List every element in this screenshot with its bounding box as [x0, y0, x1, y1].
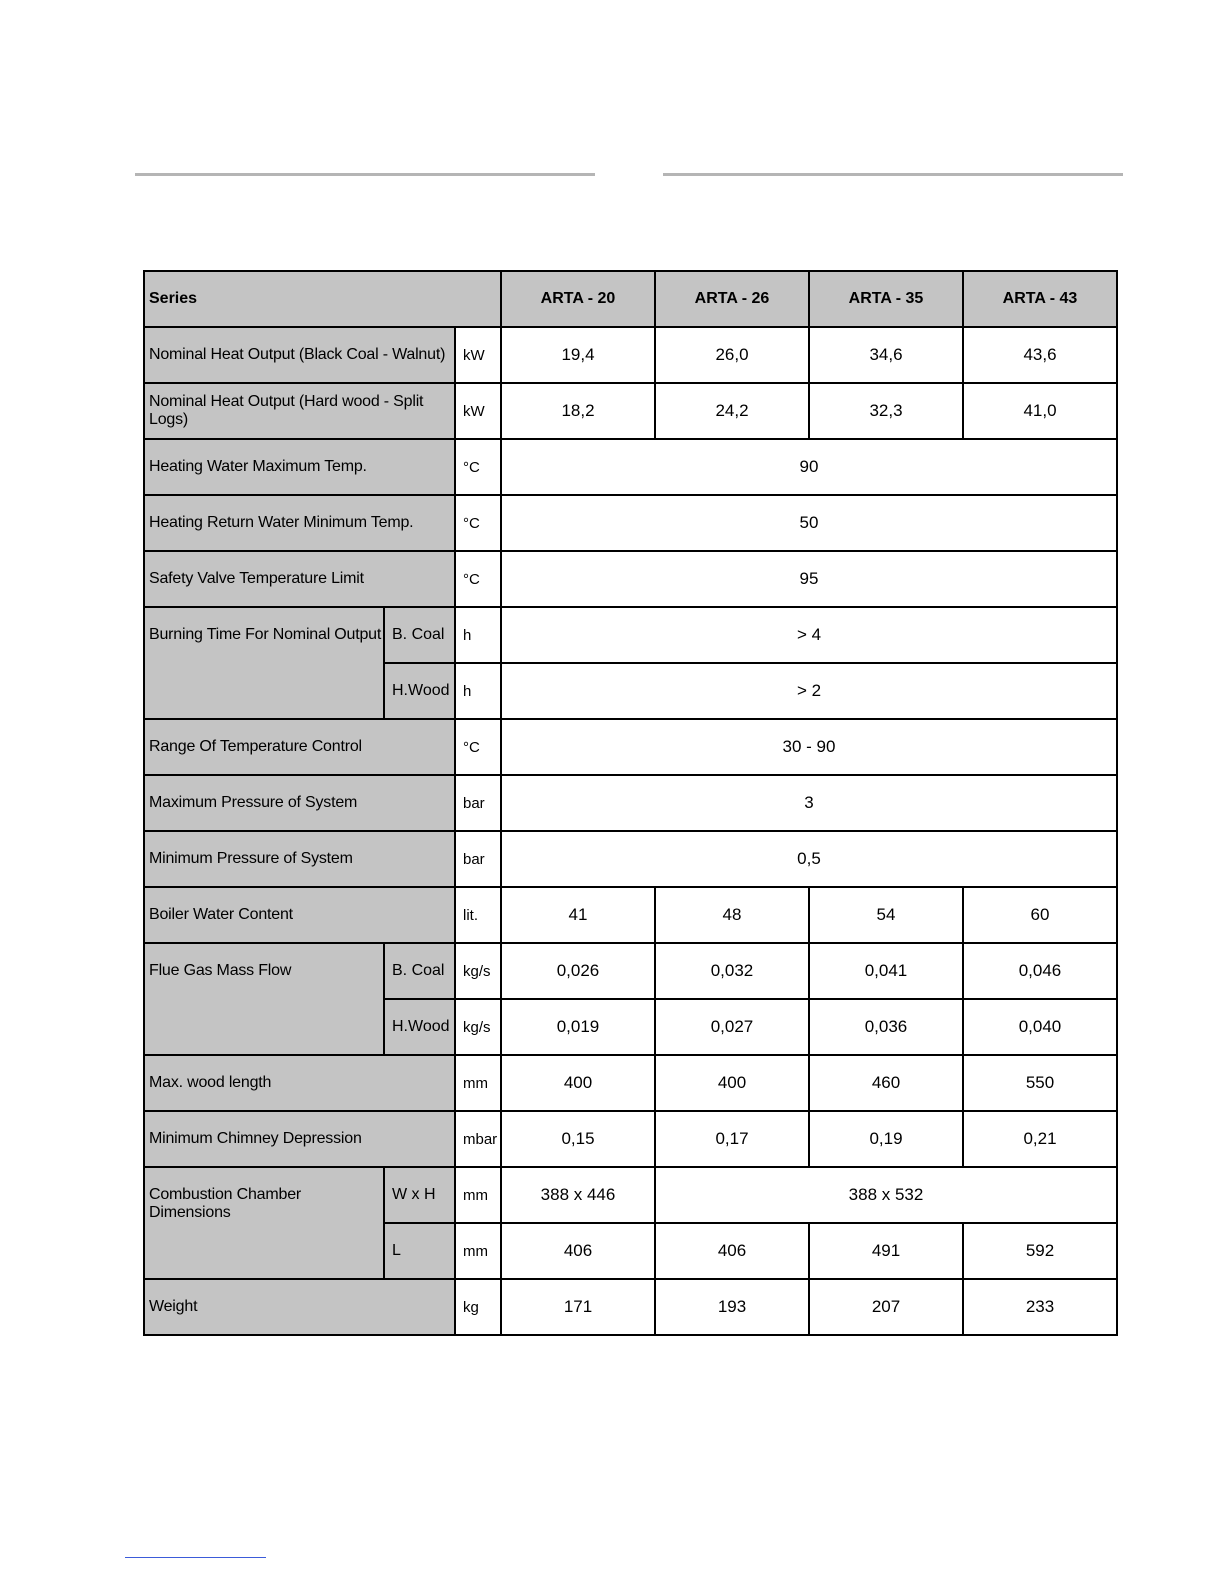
cell-value: 491 [809, 1223, 963, 1279]
row-unit: °C [455, 439, 501, 495]
row-label: Boiler Water Content [144, 887, 455, 943]
cell-value: 30 - 90 [501, 719, 1117, 775]
cell-value: 0,19 [809, 1111, 963, 1167]
table-header-row [144, 271, 1117, 327]
table-row [144, 887, 1117, 943]
model-header: ARTA - 20 [501, 271, 655, 327]
cell-value: 0,040 [963, 999, 1117, 1055]
cell-value: 43,6 [963, 327, 1117, 383]
table-row [144, 551, 1117, 607]
cell-value: 0,21 [963, 1111, 1117, 1167]
header-rule-right [663, 173, 1123, 176]
cell-value: 3 [501, 775, 1117, 831]
row-unit: mm [455, 1055, 501, 1111]
row-sublabel: W x H [384, 1167, 455, 1223]
row-unit: mm [455, 1167, 501, 1223]
row-label: Nominal Heat Output (Hard wood - Split Logs) [144, 383, 455, 439]
cell-value: 0,036 [809, 999, 963, 1055]
cell-value: 0,5 [501, 831, 1117, 887]
series-header: Series [144, 271, 501, 327]
table-row [144, 943, 1117, 999]
footer-link-underline [125, 1557, 266, 1558]
table-row [144, 1167, 1117, 1223]
cell-value: 90 [501, 439, 1117, 495]
table-row [144, 439, 1117, 495]
row-label: Range Of Temperature Control [144, 719, 455, 775]
row-unit: kg [455, 1279, 501, 1335]
row-label: Maximum Pressure of System [144, 775, 455, 831]
cell-value: 18,2 [501, 383, 655, 439]
row-sublabel: B. Coal [384, 607, 455, 663]
cell-value: 0,026 [501, 943, 655, 999]
cell-value: 233 [963, 1279, 1117, 1335]
header-rule-left [135, 173, 595, 176]
row-label: Heating Water Maximum Temp. [144, 439, 455, 495]
row-unit: kW [455, 327, 501, 383]
cell-value: 32,3 [809, 383, 963, 439]
cell-value: 592 [963, 1223, 1117, 1279]
technical-specifications-table [143, 270, 1118, 1336]
cell-value: 95 [501, 551, 1117, 607]
cell-value: 24,2 [655, 383, 809, 439]
model-header: ARTA - 26 [655, 271, 809, 327]
table-row [144, 831, 1117, 887]
cell-value: > 4 [501, 607, 1117, 663]
model-header: ARTA - 35 [809, 271, 963, 327]
row-label: Minimum Chimney Depression [144, 1111, 455, 1167]
cell-value: 50 [501, 495, 1117, 551]
cell-value: 41,0 [963, 383, 1117, 439]
row-unit: bar [455, 831, 501, 887]
table-row [144, 1055, 1117, 1111]
row-unit: mm [455, 1223, 501, 1279]
table-row [144, 1111, 1117, 1167]
row-unit: °C [455, 719, 501, 775]
cell-value: 207 [809, 1279, 963, 1335]
cell-value: 48 [655, 887, 809, 943]
cell-value: 406 [655, 1223, 809, 1279]
row-unit: lit. [455, 887, 501, 943]
cell-value: 400 [655, 1055, 809, 1111]
table-row [144, 719, 1117, 775]
cell-value: 0,15 [501, 1111, 655, 1167]
model-header: ARTA - 43 [963, 271, 1117, 327]
cell-value: > 2 [501, 663, 1117, 719]
table-row [144, 775, 1117, 831]
table-row [144, 383, 1117, 439]
cell-value: 0,046 [963, 943, 1117, 999]
table-row [144, 1279, 1117, 1335]
row-label: Flue Gas Mass Flow [144, 943, 384, 1055]
cell-value: 171 [501, 1279, 655, 1335]
row-unit: °C [455, 495, 501, 551]
cell-value: 193 [655, 1279, 809, 1335]
row-sublabel: H.Wood [384, 663, 455, 719]
row-unit: kg/s [455, 943, 501, 999]
cell-value: 0,032 [655, 943, 809, 999]
row-label: Minimum Pressure of System [144, 831, 455, 887]
cell-value: 60 [963, 887, 1117, 943]
cell-value: 54 [809, 887, 963, 943]
row-label: Safety Valve Temperature Limit [144, 551, 455, 607]
row-sublabel: L [384, 1223, 455, 1279]
table-row [144, 495, 1117, 551]
cell-value: 400 [501, 1055, 655, 1111]
row-unit: °C [455, 551, 501, 607]
row-unit: mbar [455, 1111, 501, 1167]
cell-value: 0,041 [809, 943, 963, 999]
row-unit: h [455, 663, 501, 719]
cell-value: 460 [809, 1055, 963, 1111]
cell-value: 34,6 [809, 327, 963, 383]
table-row [144, 327, 1117, 383]
cell-value: 19,4 [501, 327, 655, 383]
cell-value: 0,17 [655, 1111, 809, 1167]
row-label: Heating Return Water Minimum Temp. [144, 495, 455, 551]
cell-value: 406 [501, 1223, 655, 1279]
row-label: Max. wood length [144, 1055, 455, 1111]
row-unit: bar [455, 775, 501, 831]
cell-value: 0,019 [501, 999, 655, 1055]
cell-value: 550 [963, 1055, 1117, 1111]
row-label: Nominal Heat Output (Black Coal - Walnut) [144, 327, 455, 383]
row-unit: kW [455, 383, 501, 439]
table-row [144, 607, 1117, 663]
row-label: Combustion Chamber Dimensions [144, 1167, 384, 1279]
row-sublabel: H.Wood [384, 999, 455, 1055]
row-unit: h [455, 607, 501, 663]
row-unit: kg/s [455, 999, 501, 1055]
cell-value: 388 x 532 [655, 1167, 1117, 1223]
cell-value: 388 x 446 [501, 1167, 655, 1223]
row-label: Burning Time For Nominal Output [144, 607, 384, 719]
cell-value: 41 [501, 887, 655, 943]
row-label: Weight [144, 1279, 455, 1335]
cell-value: 0,027 [655, 999, 809, 1055]
row-sublabel: B. Coal [384, 943, 455, 999]
cell-value: 26,0 [655, 327, 809, 383]
